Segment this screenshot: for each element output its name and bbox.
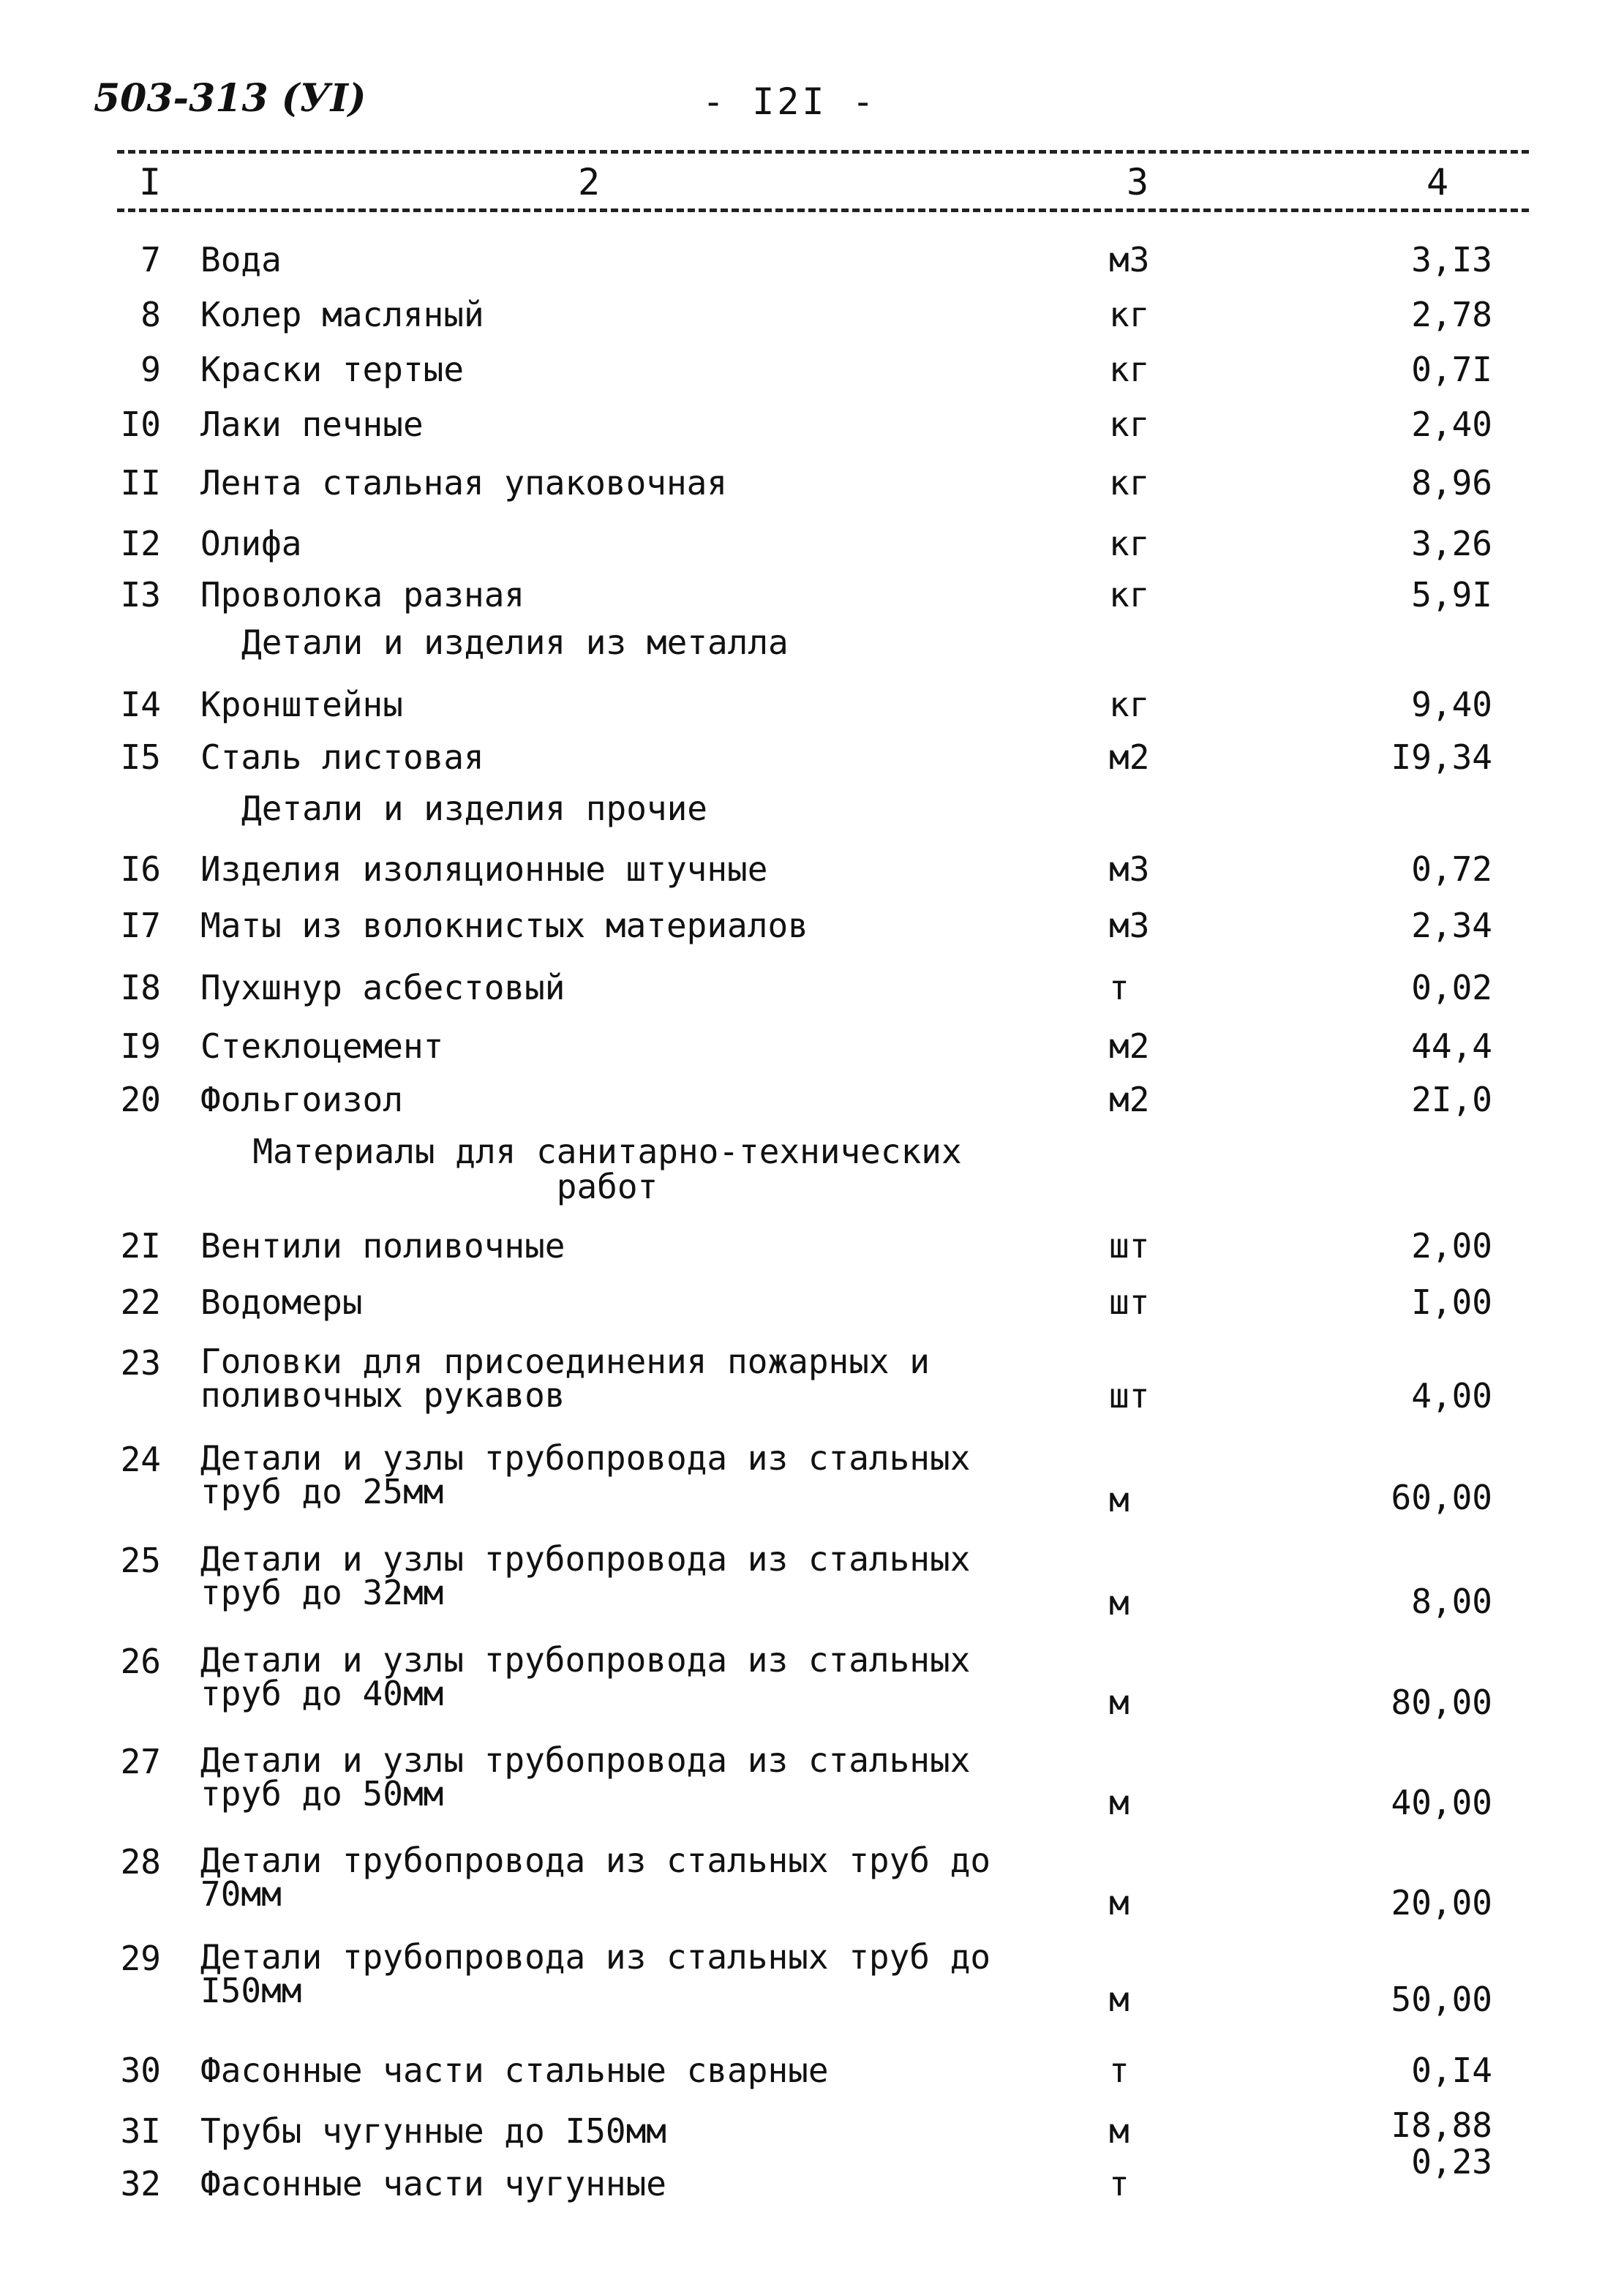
row-unit: м2 bbox=[1109, 1026, 1150, 1066]
row-unit: шт bbox=[1109, 1226, 1150, 1266]
row-number: 26 bbox=[120, 1642, 161, 1681]
row-number: 7 bbox=[140, 240, 161, 279]
row-number: 23 bbox=[120, 1343, 161, 1383]
row-unit: кг bbox=[1109, 524, 1150, 563]
row-name: Изделия изоляционные штучные bbox=[200, 849, 768, 889]
row-name: Краски тертые bbox=[200, 350, 465, 389]
row-number: 28 bbox=[120, 1842, 161, 1882]
row-quantity: 9,40 bbox=[1411, 685, 1492, 724]
column-header-3: 3 bbox=[1127, 161, 1149, 203]
row-number: I4 bbox=[120, 685, 161, 724]
section-heading-sanitary: Материалы для санитарно-технических работ bbox=[252, 1132, 962, 1206]
row-name: Лента стальная упаковочная bbox=[200, 463, 728, 503]
row-number: I3 bbox=[120, 575, 161, 615]
row-unit: кг bbox=[1109, 463, 1150, 503]
column-header-2: 2 bbox=[578, 161, 601, 203]
row-quantity: 8,96 bbox=[1411, 463, 1492, 503]
row-name: Фасонные части чугунные bbox=[200, 2164, 666, 2203]
row-quantity: 0,72 bbox=[1411, 849, 1492, 889]
row-quantity: 5,9I bbox=[1411, 575, 1492, 615]
row-quantity: 60,00 bbox=[1391, 1478, 1492, 1517]
row-unit: м bbox=[1109, 1583, 1129, 1623]
row-name: Вентили поливочные bbox=[200, 1226, 565, 1266]
row-quantity: 2,78 bbox=[1411, 295, 1492, 334]
row-unit: м bbox=[1109, 1783, 1129, 1822]
row-unit: м bbox=[1109, 1980, 1129, 2019]
column-header-1: I bbox=[139, 161, 162, 203]
row-name: Стеклоцемент bbox=[200, 1026, 444, 1066]
row-quantity: 2,34 bbox=[1411, 906, 1492, 945]
row-unit: м3 bbox=[1109, 906, 1150, 945]
row-number: I0 bbox=[120, 405, 161, 444]
row-unit: м bbox=[1109, 1480, 1129, 1519]
row-name: Детали и узлы трубопровода из стальных труб до 32мм bbox=[200, 1539, 971, 1612]
row-unit: кг bbox=[1109, 295, 1150, 334]
row-number: I7 bbox=[120, 906, 161, 945]
row-quantity: 2,40 bbox=[1411, 405, 1492, 444]
row-quantity: 20,00 bbox=[1391, 1883, 1492, 1923]
row-number: 29 bbox=[120, 1939, 161, 1978]
row-unit: м bbox=[1109, 2111, 1129, 2151]
row-number: I2 bbox=[120, 524, 161, 563]
column-header-4: 4 bbox=[1426, 161, 1449, 203]
row-quantity: 0,23 bbox=[1411, 2142, 1492, 2182]
row-quantity: 3,I3 bbox=[1411, 240, 1492, 279]
row-quantity: 4,00 bbox=[1411, 1376, 1492, 1416]
row-unit: м2 bbox=[1109, 737, 1150, 777]
row-number: 2I bbox=[120, 1226, 161, 1266]
row-quantity: 0,02 bbox=[1411, 968, 1492, 1007]
row-quantity: 50,00 bbox=[1391, 1980, 1492, 2019]
row-quantity: I8,88 bbox=[1391, 2105, 1492, 2145]
row-number: 22 bbox=[120, 1282, 161, 1322]
row-name: Маты из волокнистых материалов bbox=[200, 906, 808, 945]
row-quantity: I,00 bbox=[1411, 1282, 1492, 1322]
row-name: Лаки печные bbox=[200, 405, 424, 444]
row-quantity: I9,34 bbox=[1391, 737, 1492, 777]
row-name: Водомеры bbox=[200, 1282, 363, 1322]
row-name: Головки для присоединения пожарных и поливочных рукавов bbox=[200, 1342, 930, 1415]
row-number: 30 bbox=[120, 2051, 161, 2090]
row-number: 9 bbox=[140, 350, 161, 389]
row-quantity: 44,4 bbox=[1411, 1026, 1492, 1066]
row-number: 24 bbox=[120, 1440, 161, 1479]
doc-code: 503-313 (УI) bbox=[94, 76, 366, 121]
row-number: 3I bbox=[120, 2111, 161, 2151]
row-name: Детали и узлы трубопровода из стальных труб до 25мм bbox=[200, 1438, 971, 1511]
row-unit: т bbox=[1109, 2051, 1129, 2090]
section-heading-metal: Детали и изделия из металла bbox=[241, 623, 789, 662]
row-unit: кг bbox=[1109, 685, 1150, 724]
row-quantity: 8,00 bbox=[1411, 1582, 1492, 1621]
row-unit: т bbox=[1109, 2164, 1129, 2203]
row-name: Вода bbox=[200, 240, 282, 279]
row-unit: кг bbox=[1109, 350, 1150, 389]
row-name: Сталь листовая bbox=[200, 737, 484, 777]
row-name: Проволока разная bbox=[200, 575, 525, 615]
row-name: Трубы чугунные до I50мм bbox=[200, 2111, 666, 2151]
row-number: 27 bbox=[120, 1742, 161, 1781]
row-quantity: 0,I4 bbox=[1411, 2051, 1492, 2090]
row-unit: м3 bbox=[1109, 240, 1150, 279]
row-unit: шт bbox=[1109, 1282, 1150, 1322]
page-number: - I2I - bbox=[702, 80, 877, 123]
row-name: Фасонные части стальные сварные bbox=[200, 2051, 829, 2090]
row-unit: кг bbox=[1109, 405, 1150, 444]
row-name: Детали трубопровода из стальных труб до 70мм bbox=[200, 1841, 991, 1914]
header-bottom-rule bbox=[117, 208, 1529, 212]
row-quantity: 2,00 bbox=[1411, 1226, 1492, 1266]
row-quantity: 0,7I bbox=[1411, 350, 1492, 389]
row-quantity: 3,26 bbox=[1411, 524, 1492, 563]
row-name: Колер масляный bbox=[200, 295, 484, 334]
row-number: 20 bbox=[120, 1080, 161, 1119]
row-unit: шт bbox=[1109, 1376, 1150, 1416]
row-unit: кг bbox=[1109, 575, 1150, 615]
row-name: Олифа bbox=[200, 524, 302, 563]
row-number: I8 bbox=[120, 968, 161, 1007]
row-number: 32 bbox=[120, 2164, 161, 2203]
row-number: I6 bbox=[120, 849, 161, 889]
row-number: 8 bbox=[140, 295, 161, 334]
row-unit: т bbox=[1109, 968, 1129, 1007]
row-name: Детали и узлы трубопровода из стальных труб до 50мм bbox=[200, 1740, 971, 1814]
row-unit: м bbox=[1109, 1883, 1129, 1923]
row-number: 25 bbox=[120, 1541, 161, 1580]
row-number: II bbox=[120, 463, 161, 503]
header-top-rule bbox=[117, 150, 1529, 154]
row-name: Детали и узлы трубопровода из стальных труб до 40мм bbox=[200, 1640, 971, 1713]
row-number: I9 bbox=[120, 1026, 161, 1066]
row-number: I5 bbox=[120, 737, 161, 777]
row-name: Детали трубопровода из стальных труб до I50мм bbox=[200, 1937, 991, 2010]
row-quantity: 2I,0 bbox=[1411, 1080, 1492, 1119]
row-unit: м3 bbox=[1109, 849, 1150, 889]
row-quantity: 80,00 bbox=[1391, 1683, 1492, 1722]
row-name: Фольгоизол bbox=[200, 1080, 403, 1119]
row-name: Кронштейны bbox=[200, 685, 403, 724]
section-heading-other: Детали и изделия прочие bbox=[241, 789, 707, 828]
row-unit: м2 bbox=[1109, 1080, 1150, 1119]
row-unit: м bbox=[1109, 1683, 1129, 1722]
row-name: Пухшнур асбестовый bbox=[200, 968, 565, 1007]
row-quantity: 40,00 bbox=[1391, 1783, 1492, 1822]
